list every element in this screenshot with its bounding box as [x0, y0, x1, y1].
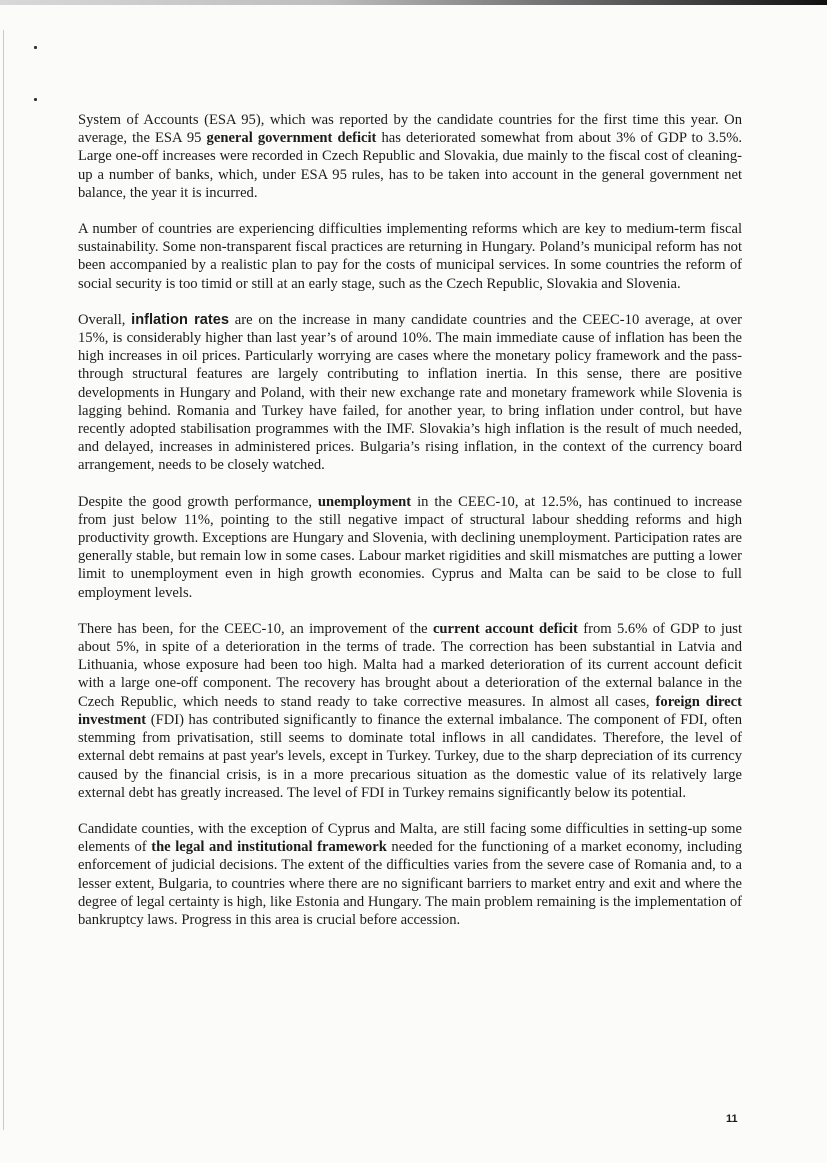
text-run: in the CEEC-10, at 12.5%, has continued to increase from just below 11%, pointing to the still negative impact of structural labour shedding reforms and high productivity growth. Exceptions are Hungary and Slovenia, with declining unemployment. Participation rates are generally stable, but remain low in some cases. Labour market rigidities and skill mismatches are putting a lower limit to unemployment even in high growth economies. Cyprus and Malta can be said to be close to full employment levels.: [78, 493, 743, 601]
text-run: are on the increase in many candidate countries and the CEEC-10 average, at over 15%, is considerably higher than last year’s of around 10%. The main immediate cause of inflation has been the high increases in oil prices. Particularly worrying are cases where the monetary policy framework and the pass-through structural features are largely contributing to inflation inertia. In this sense, there are positive developments in Hungary and Poland, with their new exchange rate and monetary framework while Slovenia is lagging behind. Romania and Turkey have failed, for another year, to bring inflation under control, but have recently adopted stabilisation programmes with the IMF. Slovakia’s high inflation is the result of much needed, and delayed, increases in administered prices. Bulgaria’s rising inflation, in the context of the currency board arrangement, needs to be closely watched.: [78, 311, 743, 474]
text-run: Overall,: [78, 311, 132, 328]
paragraph-unemployment: [78, 493, 742, 602]
page-number: 11: [726, 1113, 738, 1125]
bold-term: foreign direct investment: [78, 693, 742, 728]
punch-mark: [34, 46, 37, 49]
paragraph-inflation: [78, 311, 742, 475]
bold-term: unemployment: [317, 493, 412, 510]
text-run: System of Accounts (ESA 95), which was reported by the candidate countries for the first time this year. On average, the ESA 95: [78, 112, 742, 147]
text-run: Candidate counties, with the exception of Cyprus and Malta, are still facing some difficulties in setting-up some elements of: [78, 820, 742, 856]
text-run: from 5.6% of GDP to just about 5%, in spite of a deterioration in the terms of trade. The correction has been substantial in Latvia and Lithuania, whose exposure had been too high. Malta had a marked deterioration of its current account deficit with a large one-off component. The recovery has brought about a deterioration of the external balance in the Czech Republic, which needs to stand ready to take corrective measures. In almost all cases,: [78, 620, 743, 710]
text-run: has deteriorated somewhat from about 3% of GDP to 3.5%. Large one-off increases were recorded in Czech Republic and Slovakia, due mainly to the fiscal cost of cleaning-up a number of banks, which, under ESA 95 rules, has to be taken into account in the general government net balance, the year it is incurred.: [78, 130, 743, 201]
scan-left-edge: [3, 30, 4, 1130]
text-run: needed for the functioning of a market economy, including enforcement of judicial decisions. The extent of the difficulties varies from the severe case of Romania and, to a lesser extent, Bulgaria, to countries where there are no significant barriers to market entry and exit and where the degree of legal certainty is high, like Estonia and Hungary. The main problem remaining is the implementation of bankruptcy laws. Progress in this area is crucial before accession.: [78, 839, 742, 928]
text-run: There has been, for the CEEC-10, an improvement of the: [78, 620, 433, 637]
bold-term: inflation rates: [131, 311, 229, 328]
paragraph-legal-framework: [78, 820, 742, 929]
paragraph-esa: [78, 111, 742, 202]
document-body: [78, 111, 742, 947]
bold-term: the legal and institutional framework: [151, 839, 387, 856]
bold-term: current account deficit: [432, 620, 578, 637]
text-run: (FDI) has contributed significantly to finance the external imbalance. The component of FDI, often stemming from privatisation, still seems to dominate total inflows in all candidates. Therefore, the level of external debt remains at past year's levels, except in Turkey. Turkey, due to the sharp depreciation of its currency caused by the financial crisis, is in a more precarious situation as the domestic value of its relatively large external debt has greatly increased. The level of FDI in Turkey remains significantly below its potential.: [78, 711, 742, 801]
bold-term: general government deficit: [206, 130, 377, 147]
text-run: A number of countries are experiencing difficulties implementing reforms which are key to medium-term fiscal sustainability. Some non-transparent fiscal practices are returning in Hungary. Poland’s municipal reform has not been accompanied by a realistic plan to pay for the costs of municipal services. In some countries the reform of social security is too timid or still at an early stage, such as the Czech Republic, Slovakia and Slovenia.: [78, 221, 742, 292]
paragraph-current-account: [78, 620, 742, 802]
scan-top-edge: [0, 0, 827, 5]
paragraph-fiscal-reforms: [78, 220, 742, 293]
text-run: Despite the good growth performance,: [78, 493, 318, 510]
punch-mark: [34, 98, 37, 101]
